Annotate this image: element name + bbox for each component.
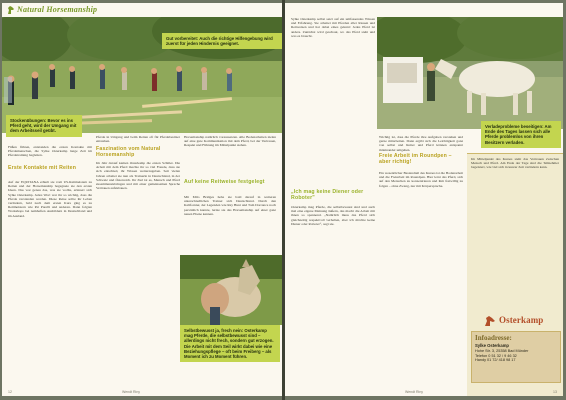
info-title: Infoadresse: [475,334,512,342]
left-col2-body: Im Jahr darauf kamen Osterkamp die ersten Schüler. Die Arbeit mit dem Pferd machte ihr so viel Freude, dass sie sich entschied, ihr Wissen weiterzugeben. Seit vielen Jahren arbeitet sie nun als Trainerin in Deutschland, in der Schweiz und Österreich. Ihr Ziel ist es, Mensch und Pferd zusammenzubringen und mit einer gemeinsamen Sprache Vertrauen aufzubauen. [96,161,180,191]
photo-horse-loading [377,17,563,129]
magazine-header: Natural Horsemanship [17,5,98,14]
right-col1-body2: Osterkamp mag Pferde, die selbstbewusst sind und auch mal eine eigene Meinung äußern, das macht die Arbeit mit ihnen so spannend. „Natürlich muss das Pferd sich gleichzeitig respektvoll verhalten, aber ich möchte keine Diener oder Roboter“, sagt sie. [291,205,375,226]
left-footer-mag: Wendt Riny [122,390,141,394]
right-footer-mag: Wendt Riny [405,390,424,394]
info-phone: Telefon 0 51 32 / 9 46 32 [475,353,517,358]
left-col2-intro: Pferde in Umgang und beim Reiten oft für Pferdebesitzer entstehen. [96,135,180,144]
right-subhead-1: „Ich mag keine Diener oder Roboter" [291,189,364,201]
left-col3-body: Horsemanship natürlich voraussetzen. Alle Bodenarbeiten zielen auf eine gute Kommunikation mit dem Pferd, bei der Vertrauen, Respekt und Führung im Mittelpunkt stehen. [184,135,276,148]
caption-left: Stockenübungen: Bevor es ins Pferd geht, wird der Umgang mit dem Arbeitsseil geübt. [6,115,82,137]
right-col3-body: Im Mittelpunkt des Kurses steht das Vertrauen zwischen Mensch und Pferd. Am Ende der Tage sind die Teilnehmer begeistert, wie viel sich in kurzer Zeit verändern kann. [471,157,559,170]
osterkamp-logo: Osterkamp [499,315,544,325]
right-col1-body: Sylke Osterkamp selbst setzt auf ein umfassendes Wissen und Erfahrung. Sie arbeitet mit Pferden aller Rassen und Reitweisen und hat dabei eines gelernt: Jedes Pferd ist anders. Zunächst wird geschaut, wo das Pferd steht und was es braucht. [291,17,375,38]
left-subhead-3: Auf keine Reitweise festgelegt [184,179,265,185]
left-footer-page: 12 [8,390,12,394]
caption-top: Gut vorbereitet: Auch die richtige Hilfengebung wird zuerst für jeden Hindernis geeignet. [162,33,282,49]
info-name: Sylke Osterkamp [475,343,509,348]
caption-right: Verladeprobleme beseitigen: Am Ende des Tages lassen sich alle Pferde problemlos von ihren Besitzern verladen. [481,121,561,148]
info-mobile: Handy 01 72/ 418 98 17 [475,358,516,363]
right-col2-body2: Ein wesentlicher Bestandteil des Kurses ist die Bodenarbeit und die Freiarbeit im Roundpen. Hier lernt das Pferd, sich auf den Menschen zu konzentrieren und ihm freiwillig zu folgen – ohne Zwang, nur mit Körpersprache. [379,171,463,188]
photo-horse-portrait [180,255,282,325]
horse-logo-icon [483,315,497,327]
horse-head-icon [6,5,16,15]
left-col3-body2: Mit Milo Bridges hebe sie bald darauf in weiteren unterschiedlichen Trainer sich Deutschland. Durch den Kalifornier, der Legenden wie Ray Hunt und Tom Dorrance noch persönlich kannte, lernte sie das Horsemanship auf einer ganz neuen Ebene kennen. [184,195,276,216]
right-page [285,3,563,396]
right-col2-body: Wichtig ist, dass die Pferde ihre Aufgaben verstehen und gerne mitarbeiten. Dann ergibt sich die Leichtigkeit ganz von selbst und Reiter und Pferd können entspannt miteinander umgehen. [379,135,463,152]
right-subhead-2: Freie Arbeit im Roundpen – aber richtig! [379,153,452,165]
left-col1-body: Auf der EQUITANA erhielt sie vom US-Reitmeistern zu Reiten und der Horsemanship begegnete sie den ersten Ideen. Das war genau das, was sie wollte, erinnert sich Sylke Osterkamp. Jedes Wort war ihr so wichtig, dass die Pferde verstanden werden. Diese Reise sollte ihr Leben verändern, bald nach dem ersten Kurs ging es zu Reitmeistern wie Pat Parelli und anderen. Dann folgten Workshops bei namhaften Ausbildern in Deutschland und im Ausland. [8,180,92,218]
left-page [2,3,282,396]
right-footer-page: 13 [553,390,557,394]
left-col1-intro: Füßen führen, entstanden die ersten Kontakte mit Pferdemenschen, die Sylke Osterkamp lange Zeit im Pferdetraining begleiten. [8,145,92,158]
left-subhead-1: Erste Kontakte mit Reiten [8,165,77,171]
caption-mid: Selbstbewusst ja, frech nein: Osterkamp mag Pferde, die selbstbewusst sind – allerdings nicht frech, sondern gut erzogen. Die Arbeit mit dem Seil wirkt dabei wie eine Beziehungspflege – oft beim Freiberg – als Moment ich zu Moment führen. [180,325,280,362]
info-address: Hohe Str. 3, 25358 Bad Münder [475,349,529,354]
left-subhead-2: Faszination vom Natural Horsemanship [96,146,161,158]
info-box [471,331,561,383]
